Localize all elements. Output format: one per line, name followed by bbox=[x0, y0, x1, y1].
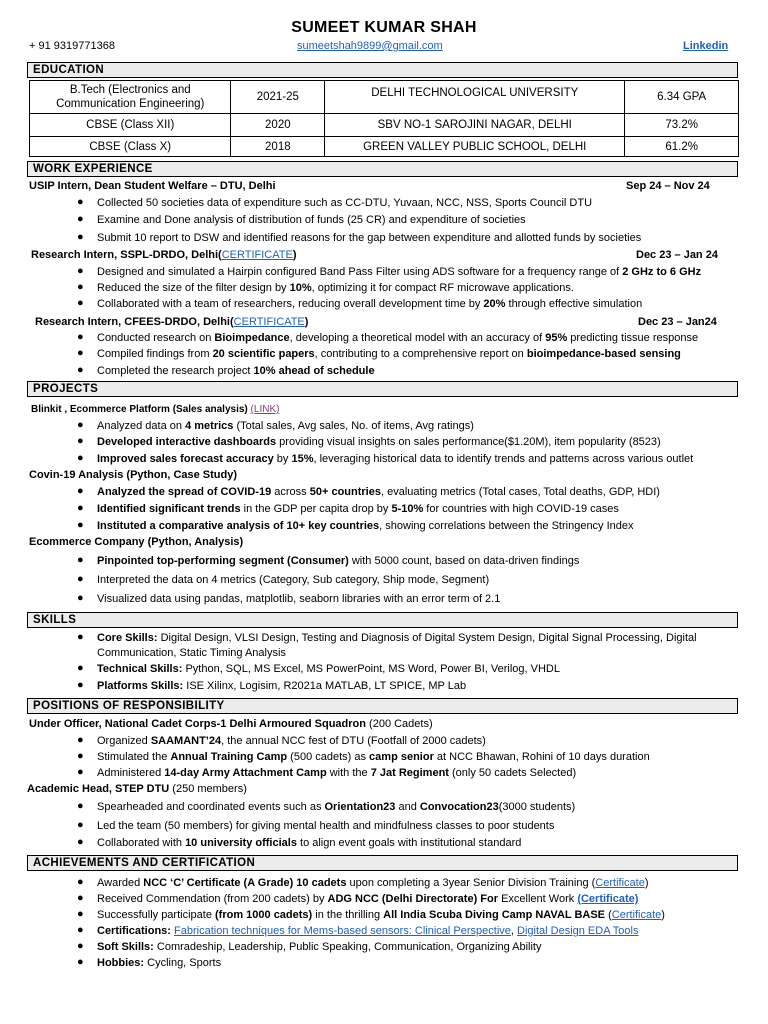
bullet-text: Developed interactive dashboards providing visual insights on sales performance($1.20M), item popularity (8523) bbox=[97, 436, 661, 448]
degree-cell: CBSE (Class X) bbox=[30, 137, 231, 157]
bullet-text: Analyzed data on 4 metrics (Total sales, Avg sales, No. of items, Avg ratings) bbox=[97, 420, 474, 432]
bullet-text: Administered 14-day Army Attachment Camp with the 7 Jat Regiment (only 50 cadets Selected) bbox=[97, 767, 577, 779]
section-title: EDUCATION bbox=[33, 64, 105, 76]
bullet-icon: ● bbox=[77, 956, 84, 968]
bullet-text: Collected 50 societies data of expenditure such as CC-DTU, Yuvaan, NCC, NSS, Sports Council DTU bbox=[97, 197, 593, 209]
list-item bbox=[0, 266, 768, 282]
bullet-text: Soft Skills: Comradeship, Leadership, Public Speaking, Communication, Organizing Ability bbox=[97, 941, 542, 953]
bullet-text: Instituted a comparative analysis of 10+ key countries, showing correlations between the Stringency Index bbox=[97, 520, 634, 532]
bullet-text: Hobbies: Cycling, Sports bbox=[97, 957, 222, 969]
project-header bbox=[0, 404, 768, 420]
position-title: Under Officer, National Cadet Corps-1 Delhi Armoured Squadron bbox=[29, 718, 366, 730]
list-item bbox=[0, 348, 768, 364]
bullet-icon: ● bbox=[77, 519, 84, 531]
list-item bbox=[0, 957, 768, 973]
bullet-icon: ● bbox=[77, 662, 84, 674]
certification-link[interactable]: Fabrication techniques for Mems-based sensors: Clinical Perspective bbox=[174, 925, 511, 937]
list-item bbox=[0, 735, 768, 751]
bullet-icon: ● bbox=[77, 836, 84, 848]
bullet-icon: ● bbox=[77, 554, 84, 566]
years-cell: 2018 bbox=[231, 137, 325, 157]
bullet-icon: ● bbox=[77, 734, 84, 746]
bullet-icon: ● bbox=[77, 892, 84, 904]
position-header: Academic Head, STEP DTU (250 members) bbox=[27, 783, 247, 795]
list-item bbox=[0, 801, 768, 817]
list-item bbox=[0, 820, 768, 836]
bullet-icon: ● bbox=[77, 265, 84, 277]
list-item bbox=[0, 420, 768, 436]
job-title: Research Intern, CFEES-DRDO, Delhi bbox=[35, 316, 230, 328]
section-title: PROJECTS bbox=[33, 383, 99, 395]
bullet-text: Stimulated the Annual Training Camp (500 cadets) as camp senior at NCC Bhawan, Rohini of 10 days duration bbox=[97, 751, 650, 763]
degree-cell: CBSE (Class XII) bbox=[30, 114, 231, 137]
list-item bbox=[0, 298, 768, 314]
bullet-text: Led the team (50 members) for giving mental health and mindfulness classes to poor students bbox=[97, 820, 555, 832]
list-item bbox=[0, 751, 768, 767]
certification-link[interactable]: Digital Design EDA Tools bbox=[517, 925, 639, 937]
list-item bbox=[0, 941, 768, 957]
bullet-text: Completed the research project 10% ahead of schedule bbox=[97, 365, 375, 377]
years-cell: 2020 bbox=[231, 114, 325, 137]
bullet-text: Certifications: Fabrication techniques for Mems-based sensors: Clinical Perspective, Digital Design EDA Tools bbox=[97, 925, 639, 937]
bullet-text: Visualized data using pandas, matplotlib, seaborn libraries with an error term of 2.1 bbox=[97, 593, 501, 605]
bullet-text: Pinpointed top-performing segment (Consumer) with 5000 count, based on data-driven findings bbox=[97, 555, 580, 567]
bullet-icon: ● bbox=[77, 435, 84, 447]
list-item bbox=[0, 555, 768, 571]
bullet-icon: ● bbox=[77, 819, 84, 831]
list-item bbox=[0, 925, 768, 941]
bullet-icon: ● bbox=[77, 592, 84, 604]
list-item bbox=[0, 520, 768, 536]
list-item bbox=[0, 503, 768, 519]
section-header-work bbox=[27, 161, 738, 177]
bullet-text: Improved sales forecast accuracy by 15%, leveraging historical data to identify trends and patterns across various outlet bbox=[97, 453, 694, 465]
bullet-icon: ● bbox=[77, 631, 84, 643]
list-item bbox=[0, 680, 768, 696]
bullet-icon: ● bbox=[77, 364, 84, 376]
list-item bbox=[0, 593, 768, 609]
list-item bbox=[0, 282, 768, 298]
bullet-icon: ● bbox=[77, 485, 84, 497]
score-cell: 61.2% bbox=[625, 137, 739, 157]
bullet-icon: ● bbox=[77, 573, 84, 585]
bullet-text: Collaborated with 10 university officials to align event goals with institutional standard bbox=[97, 837, 522, 849]
bullet-text: Compiled findings from 20 scientific papers, contributing to a comprehensive report on bioimpedance-based sensing bbox=[97, 348, 681, 360]
section-title: SKILLS bbox=[33, 614, 77, 626]
project-title: Covin-19 Analysis (Python, Case Study) bbox=[29, 469, 238, 481]
project-title: Ecommerce Company (Python, Analysis) bbox=[29, 536, 244, 548]
list-item bbox=[0, 767, 768, 783]
bullet-icon: ● bbox=[77, 213, 84, 225]
section-title: WORK EXPERIENCE bbox=[33, 163, 153, 175]
bullet-text: Organized SAAMANT’24, the annual NCC fest of DTU (Footfall of 2000 cadets) bbox=[97, 735, 486, 747]
bullet-icon: ● bbox=[77, 679, 84, 691]
education-row bbox=[30, 114, 739, 137]
bullet-icon: ● bbox=[77, 924, 84, 936]
project-header bbox=[0, 536, 768, 552]
bullet-text: Platforms Skills: ISE Xilinx, Logisim, R2021a MATLAB, LT SPICE, MP Lab bbox=[97, 680, 467, 692]
list-item bbox=[0, 232, 768, 248]
bullet-text: Interpreted the data on 4 metrics (Category, Sub category, Ship mode, Segment) bbox=[97, 574, 490, 586]
bullet-text: Identified significant trends in the GDP per capita drop by 5-10% for countries with high COVID-19 cases bbox=[97, 503, 619, 515]
bullet-text: Awarded NCC ‘C’ Certificate (A Grade) 10 cadets upon completing a 3year Senior Division Training (Certificate) bbox=[97, 877, 649, 889]
list-item bbox=[0, 574, 768, 590]
section-header-projects bbox=[27, 381, 738, 397]
section-header-education bbox=[27, 62, 738, 78]
bullet-text: Reduced the size of the filter design by 10%, optimizing it for compact RF microwave applications. bbox=[97, 282, 574, 294]
list-item bbox=[0, 453, 768, 469]
project-header bbox=[0, 469, 768, 485]
job-date: Dec 23 – Jan24 bbox=[638, 316, 717, 328]
bullet-text: Successfully participate (from 1000 cadets) in the thrilling All India Scuba Diving Camp NAVAL BASE (Certificate) bbox=[97, 909, 665, 921]
bullet-icon: ● bbox=[77, 940, 84, 952]
score-cell: 6.34 GPA bbox=[625, 81, 739, 114]
job-date: Dec 23 – Jan 24 bbox=[636, 249, 718, 261]
section-title: POSITIONS OF RESPONSIBILITY bbox=[33, 700, 225, 712]
linkedin-link[interactable]: Linkedin bbox=[683, 40, 729, 52]
education-row bbox=[30, 137, 739, 157]
certificate-link[interactable]: Certificate bbox=[595, 877, 645, 889]
position-title: Academic Head, STEP DTU bbox=[27, 783, 170, 795]
bullet-icon: ● bbox=[77, 331, 84, 343]
certificate-link[interactable]: (Certificate) bbox=[577, 893, 639, 905]
bullet-icon: ● bbox=[77, 876, 84, 888]
bullet-icon: ● bbox=[77, 347, 84, 359]
bullet-icon: ● bbox=[77, 750, 84, 762]
list-item-continuation bbox=[0, 647, 768, 663]
bullet-text: Core Skills: Digital Design, VLSI Design, Testing and Diagnosis of Digital System Design, Digital Signal Processing, Digital bbox=[97, 632, 697, 644]
bullet-text: Examine and Done analysis of distribution of funds (25 CR) and expenditure of societies bbox=[97, 214, 526, 226]
job-title: USIP Intern, Dean Student Welfare – DTU, Delhi bbox=[29, 180, 276, 192]
bullet-icon: ● bbox=[77, 502, 84, 514]
score-cell: 73.2% bbox=[625, 114, 739, 137]
list-item bbox=[0, 837, 768, 853]
bullet-text: Spearheaded and coordinated events such as Orientation23 and Convocation23(3000 students) bbox=[97, 801, 576, 813]
years-cell: 2021-25 bbox=[231, 81, 325, 114]
bullet-text: Technical Skills: Python, SQL, MS Excel, MS PowerPoint, MS Word, Power BI, Verilog, VHDL bbox=[97, 663, 560, 675]
bullet-icon: ● bbox=[77, 908, 84, 920]
email-link[interactable]: sumeetshah9899@gmail.com bbox=[297, 40, 443, 52]
bullet-text: Conducted research on Bioimpedance, developing a theoretical model with an accuracy of 95% predicting tissue response bbox=[97, 332, 699, 344]
bullet-text: Analyzed the spread of COVID-19 across 50+ countries, evaluating metrics (Total cases, Total deaths, GDP, HDI) bbox=[97, 486, 660, 498]
bullet-text: Collaborated with a team of researchers, reducing overall development time by 20% through effective simulation bbox=[97, 298, 643, 310]
list-item bbox=[0, 214, 768, 230]
list-item bbox=[0, 893, 768, 909]
list-item bbox=[0, 663, 768, 679]
project-title: Blinkit , Ecommerce Platform (Sales analysis) bbox=[31, 404, 248, 415]
bullet-icon: ● bbox=[77, 419, 84, 431]
bullet-text: Received Commendation (from 200 cadets) by ADG NCC (Delhi Directorate) For Excellent Work (Certificate) bbox=[97, 893, 639, 905]
bullet-text: Communication, Static Timing Analysis bbox=[97, 647, 286, 659]
section-title: ACHIEVEMENTS AND CERTIFICATION bbox=[33, 857, 256, 869]
bullet-icon: ● bbox=[77, 196, 84, 208]
institution-cell: SBV NO-1 SAROJINI NAGAR, DELHI bbox=[325, 114, 625, 137]
bullet-icon: ● bbox=[77, 297, 84, 309]
resume-name: SUMEET KUMAR SHAH bbox=[291, 19, 477, 36]
education-row bbox=[30, 81, 739, 114]
education-table bbox=[29, 80, 739, 157]
project-link[interactable]: (LINK) bbox=[250, 404, 280, 415]
bullet-text: Submit 10 report to DSW and identified reasons for the gap between expenditure and allotted funds by societies bbox=[97, 232, 642, 244]
section-header-positions bbox=[27, 698, 738, 714]
list-item bbox=[0, 332, 768, 348]
bullet-icon: ● bbox=[77, 766, 84, 778]
bullet-icon: ● bbox=[77, 231, 84, 243]
section-header-achievements bbox=[27, 855, 738, 871]
job-date: Sep 24 – Nov 24 bbox=[626, 180, 710, 192]
job-title: Research Intern, SSPL-DRDO, Delhi bbox=[31, 249, 219, 261]
job-header bbox=[0, 180, 768, 196]
list-item bbox=[0, 909, 768, 925]
position-header: Under Officer, National Cadet Corps-1 Delhi Armoured Squadron (200 Cadets) bbox=[29, 718, 433, 730]
list-item bbox=[0, 486, 768, 502]
bullet-icon: ● bbox=[77, 281, 84, 293]
list-item bbox=[0, 197, 768, 213]
certificate-link[interactable]: CERTIFICATE bbox=[233, 316, 305, 328]
list-item bbox=[0, 365, 768, 381]
bullet-icon: ● bbox=[77, 452, 84, 464]
section-header-skills bbox=[27, 612, 738, 628]
certificate-link[interactable]: CERTIFICATE bbox=[221, 249, 293, 261]
list-item bbox=[0, 436, 768, 452]
degree-cell: B.Tech (Electronics and Communication Engineering) bbox=[30, 81, 231, 114]
job-header: Research Intern, SSPL-DRDO, Delhi(CERTIFICATE) Dec 23 – Jan 24 bbox=[31, 249, 718, 261]
certificate-link[interactable]: Certificate bbox=[611, 909, 662, 921]
phone-number: + 91 9319771368 bbox=[29, 40, 115, 52]
bullet-text: Designed and simulated a Hairpin configured Band Pass Filter using ADS software for a frequency range of 2 GHz to 6 GHz bbox=[97, 266, 702, 278]
institution-cell: GREEN VALLEY PUBLIC SCHOOL, DELHI bbox=[325, 137, 625, 157]
bullet-icon: ● bbox=[77, 800, 84, 812]
job-header: Research Intern, CFEES-DRDO, Delhi(CERTIFICATE) Dec 23 – Jan24 bbox=[35, 316, 717, 328]
list-item bbox=[0, 877, 768, 893]
list-item bbox=[0, 632, 768, 648]
institution-cell: DELHI TECHNOLOGICAL UNIVERSITY bbox=[325, 81, 625, 114]
